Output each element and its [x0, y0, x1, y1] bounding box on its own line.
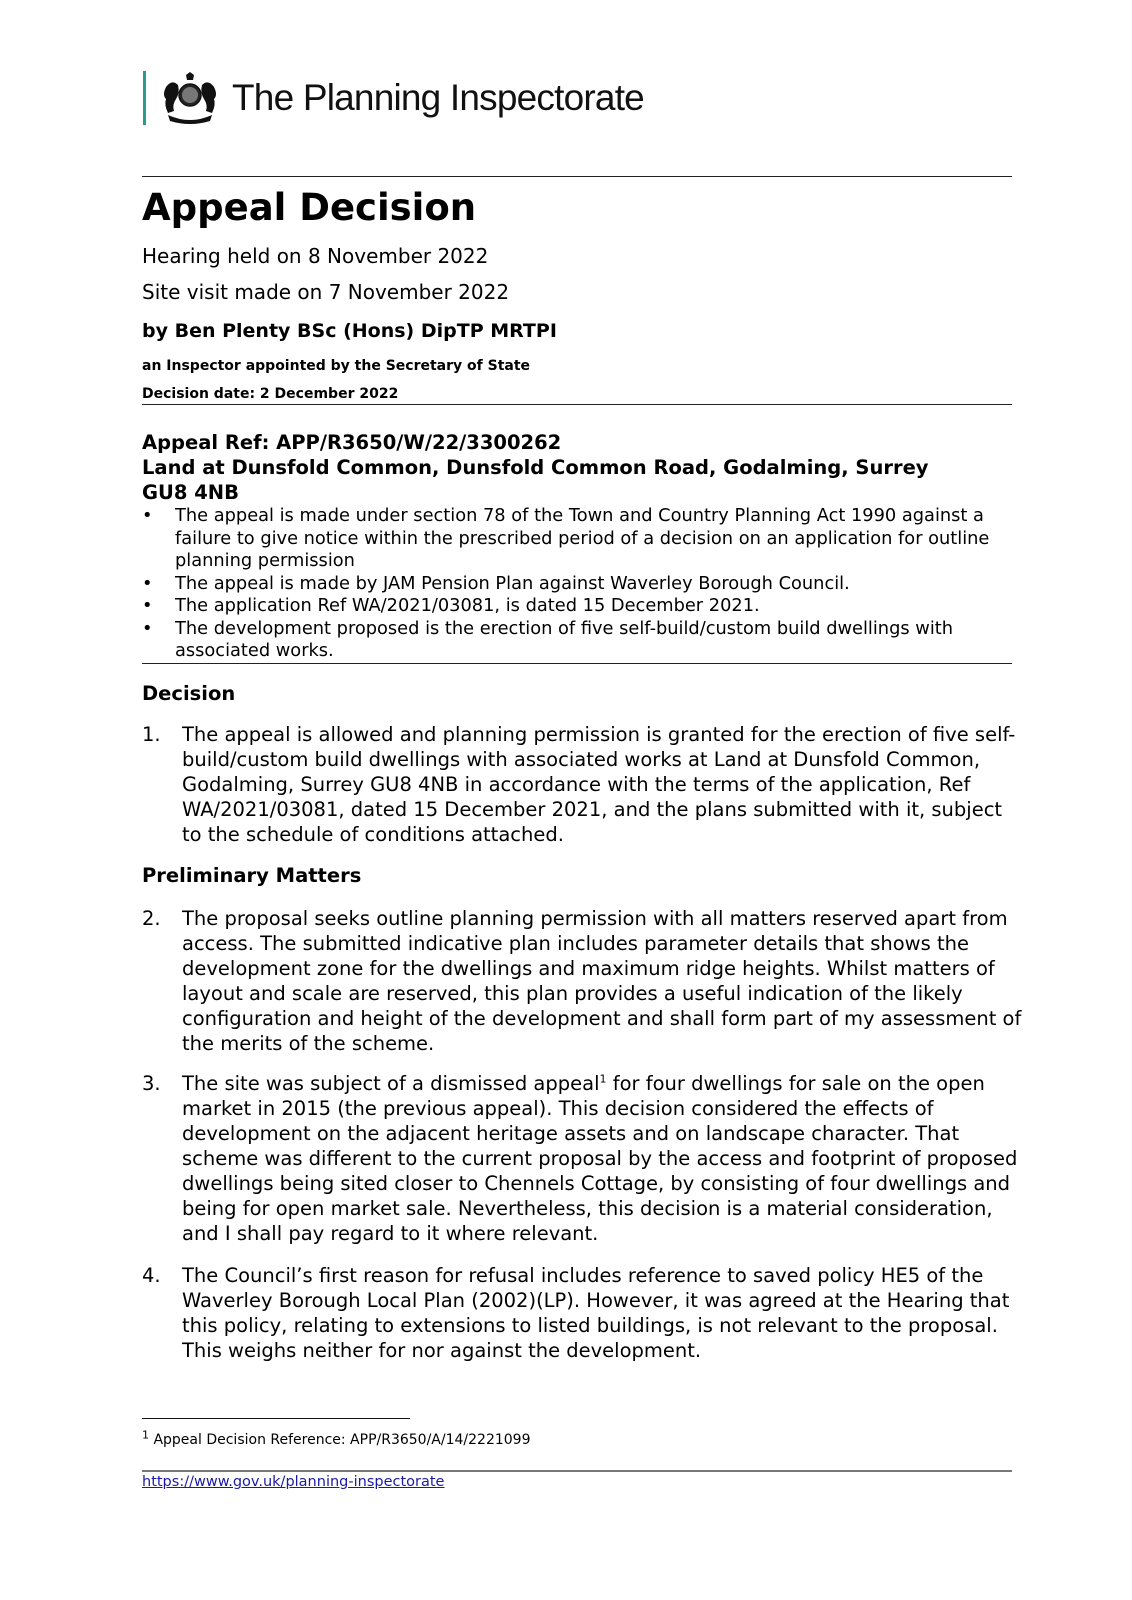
- logo-accent-bar: [143, 71, 146, 125]
- paragraph-3: [142, 1071, 1022, 1246]
- paragraph-number: 1.: [142, 723, 161, 746]
- page-title: Appeal Decision: [142, 186, 477, 229]
- footnote: $^1$ Appeal Decision Reference: APP/R3650/A/14/2221099: [142, 1428, 531, 1448]
- paragraph-text: The proposal seeks outline planning permission with all matters reserved apart from access. The submitted indicative plan includes parameter details that shows the development zone for the dwellings and maximum ridge heights. Whilst matters of layout and scale are reserved, this plan provides a useful indication of the likely configuration and height of the development and shall form part of my assessment of the merits of the scheme.: [182, 907, 1022, 1055]
- paragraph-2: [142, 906, 1022, 1056]
- paragraph-number: 3.: [142, 1072, 161, 1095]
- paragraph-number: 2.: [142, 907, 161, 930]
- paragraph-1: [142, 722, 1022, 847]
- list-item: • The appeal is made by JAM Pension Plan against Waverley Borough Council.: [142, 572, 850, 594]
- appeal-summary-header: [142, 430, 1012, 505]
- site-visit-date: Site visit made on 7 November 2022: [142, 280, 510, 304]
- site-address-line-2: GU8 4NB: [142, 481, 239, 504]
- appeal-reference: Appeal Ref: APP/R3650/W/22/3300262: [142, 431, 562, 454]
- decision-date: Decision date: 2 December 2022: [142, 386, 399, 402]
- footnote-divider: [142, 1418, 410, 1419]
- paragraph-number: 4.: [142, 1264, 161, 1287]
- hearing-date: Hearing held on 8 November 2022: [142, 244, 489, 268]
- meta-divider: [142, 404, 1012, 405]
- footnote-mark: 1: [142, 1428, 149, 1442]
- bullet-icon: •: [142, 572, 153, 594]
- inspector-name: by Ben Plenty BSc (Hons) DipTP MRTPI: [142, 320, 557, 342]
- paragraph-text: The Council’s first reason for refusal includes reference to saved policy HE5 of the Waverley Borough Local Plan (2002)(LP). However, it was agreed at the Hearing that this policy, relating to extensions to listed buildings, is not relevant to the proposal. This weighs neither for nor against the development.: [182, 1264, 1010, 1362]
- footnote-reference[interactable]: 1: [599, 1072, 607, 1086]
- decision-heading: Decision: [142, 682, 236, 705]
- list-item: • The development proposed is the erection of five self-build/custom build dwellings with associated works.: [142, 617, 954, 661]
- planning-inspectorate-link[interactable]: https://www.gov.uk/planning-inspectorate: [142, 1474, 445, 1490]
- preliminary-matters-heading: Preliminary Matters: [142, 864, 362, 887]
- organisation-name: The Planning Inspectorate: [232, 77, 644, 118]
- paragraph-text: The appeal is allowed and planning permission is granted for the erection of five self-build/custom build dwellings with associated works at Land at Dunsfold Common, Godalming, Surrey GU8 4NB in accordance with the terms of the application, Ref WA/2021/03081, dated 15 December 2021, and the plans submitted with it, subject to the schedule of conditions attached.: [182, 723, 1016, 846]
- planning-inspectorate-logo: [143, 70, 644, 126]
- appeal-details-list: [142, 505, 1012, 663]
- list-item: • The application Ref WA/2021/03081, is dated 15 December 2021.: [142, 595, 760, 616]
- summary-divider: [142, 663, 1012, 664]
- header-divider: [142, 176, 1012, 177]
- paragraph-text: The site was subject of a dismissed appeal$^1$ for four dwellings for sale on the open market in 2015 (the previous appeal). This decision considered the effects of development on the adjacent heritage assets and on landscape character. That scheme was different to the current proposal by the access and footprint of proposed dwellings being sited closer to Chennels Cottage, by consisting of four dwellings and being for open market sale. Nevertheless, this decision is a material consideration, and I shall pay regard to it where relevant.: [182, 1072, 1018, 1245]
- paragraph-4: [142, 1263, 1022, 1363]
- bullet-icon: •: [142, 505, 153, 526]
- bullet-icon: •: [142, 617, 153, 639]
- footer-divider: [142, 1470, 1012, 1472]
- royal-coat-of-arms-icon: [160, 71, 220, 125]
- list-item: • The appeal is made under section 78 of the Town and Country Planning Act 1990 against a failure to give notice within the prescribed period of a decision on an application for outline planning permission: [142, 505, 990, 571]
- inspector-appointment: an Inspector appointed by the Secretary of State: [142, 358, 531, 374]
- bullet-icon: •: [142, 595, 153, 616]
- site-address-line-1: Land at Dunsfold Common, Dunsfold Common Road, Godalming, Surrey: [142, 456, 929, 479]
